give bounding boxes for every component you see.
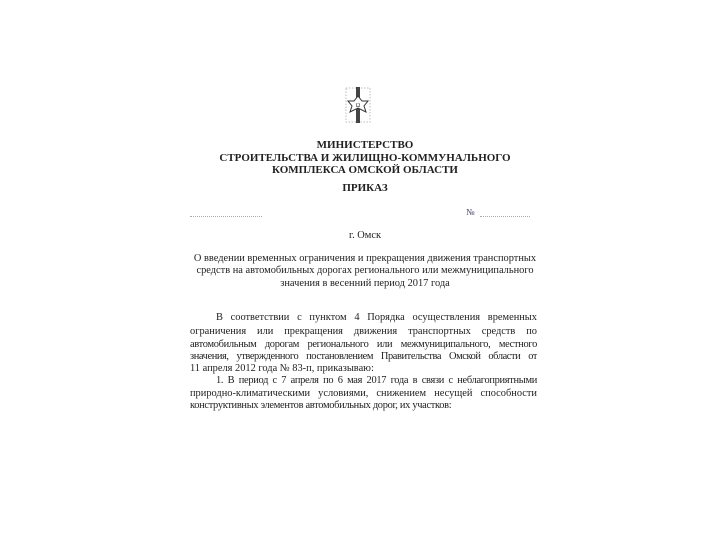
body-line-5: 11 апреля 2012 года № 83-п, приказываю: (190, 363, 374, 374)
body-line-8: конструктивных элементов автомобильных дорог, их участков: (190, 400, 452, 411)
svg-text:Ω: Ω (355, 103, 361, 109)
city: г. Омск (348, 230, 382, 241)
body-line-3: автомобильным дорогам регионального или межмуниципального, местного (190, 339, 537, 350)
body-line-6: 1. В период с 7 апреля по 6 мая 2017 года в связи с неблагоприятными (216, 375, 537, 386)
ministry-line-2: СТРОИТЕЛЬСТВА И ЖИЛИЩНО-КОММУНАЛЬНОГО (219, 152, 511, 164)
body-line-1: В соответствии с пунктом 4 Порядка осуществления временных (216, 312, 537, 323)
coat-of-arms-icon (345, 86, 371, 124)
number-sign: № (466, 207, 475, 217)
number-blank-line (480, 216, 530, 217)
document-type: ПРИКАЗ (342, 182, 388, 194)
date-blank-line (190, 216, 262, 217)
ministry-line-1: МИНИСТЕРСТВО (316, 139, 414, 151)
heading-line-1: О введении временных ограничения и прекращения движения транспортных (193, 253, 537, 264)
body-line-7: природно-климатическими условиями, снижением несущей способности (190, 388, 537, 399)
heading-line-3: значения в весенний период 2017 года (280, 278, 450, 289)
heading-line-2: средств на автомобильных дорогах регионального или межмуниципального (196, 265, 534, 276)
ministry-line-3: КОМПЛЕКСА ОМСКОЙ ОБЛАСТИ (272, 164, 458, 176)
body-line-2: ограничения или прекращения движения транспортных средств по (190, 326, 537, 337)
body-line-4: значения, утвержденного постановлением Правительства Омской области от (190, 351, 537, 362)
